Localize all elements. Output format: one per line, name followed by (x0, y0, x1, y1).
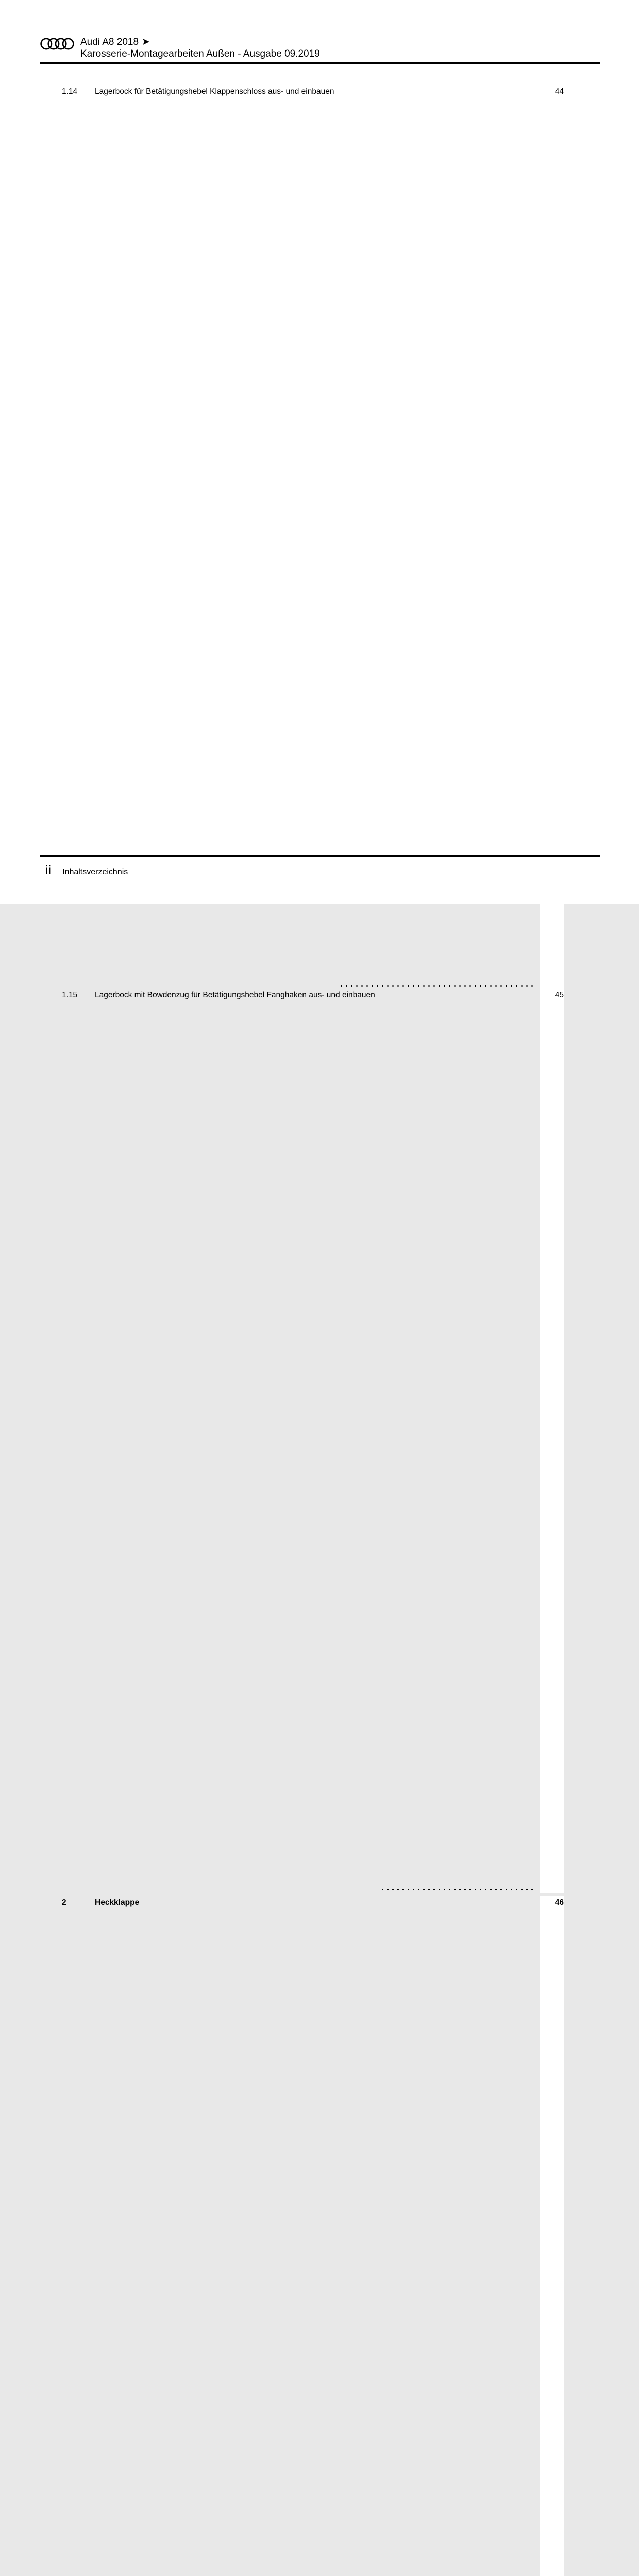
brand-text: Audi A8 2018 (80, 37, 139, 47)
toc-entry (40, 989, 564, 1893)
toc-entry-number: 2 (62, 1898, 66, 1907)
toc-leader-dots (382, 989, 536, 1893)
page-header (40, 36, 600, 64)
toc-entry-title: Lagerbock mit Bowdenzug für Betätigungshebel Fanghaken aus- und einbauen (95, 991, 375, 999)
toc-leader-dots (341, 86, 536, 989)
toc-entry-page: 46 (540, 1896, 564, 2576)
footer-label: Inhaltsverzeichnis (62, 868, 128, 876)
forward-arrow-icon: ➤ (142, 37, 150, 47)
toc-list (40, 86, 564, 2576)
toc-leader-dots (146, 1896, 536, 2576)
toc-entry-number: 1.14 (62, 87, 78, 96)
toc-entry-title: Heckklappe (95, 1898, 140, 1907)
toc-entry-page: 45 (540, 989, 564, 1893)
document-title: Karosserie-Montagearbeiten Außen - Ausgabe 09.2019 (80, 48, 320, 59)
audi-rings-icon (40, 36, 74, 53)
toc-entry (40, 1896, 564, 2576)
footer-page-number: ii (45, 863, 52, 877)
toc-entry-number: 1.15 (62, 991, 78, 999)
header-divider (40, 62, 600, 64)
toc-entry (40, 86, 564, 989)
page-footer (40, 855, 600, 877)
toc-entry-page: 44 (540, 86, 564, 989)
toc-entry-title: Lagerbock für Betätigungshebel Klappenschloss aus- und einbauen (95, 87, 334, 96)
